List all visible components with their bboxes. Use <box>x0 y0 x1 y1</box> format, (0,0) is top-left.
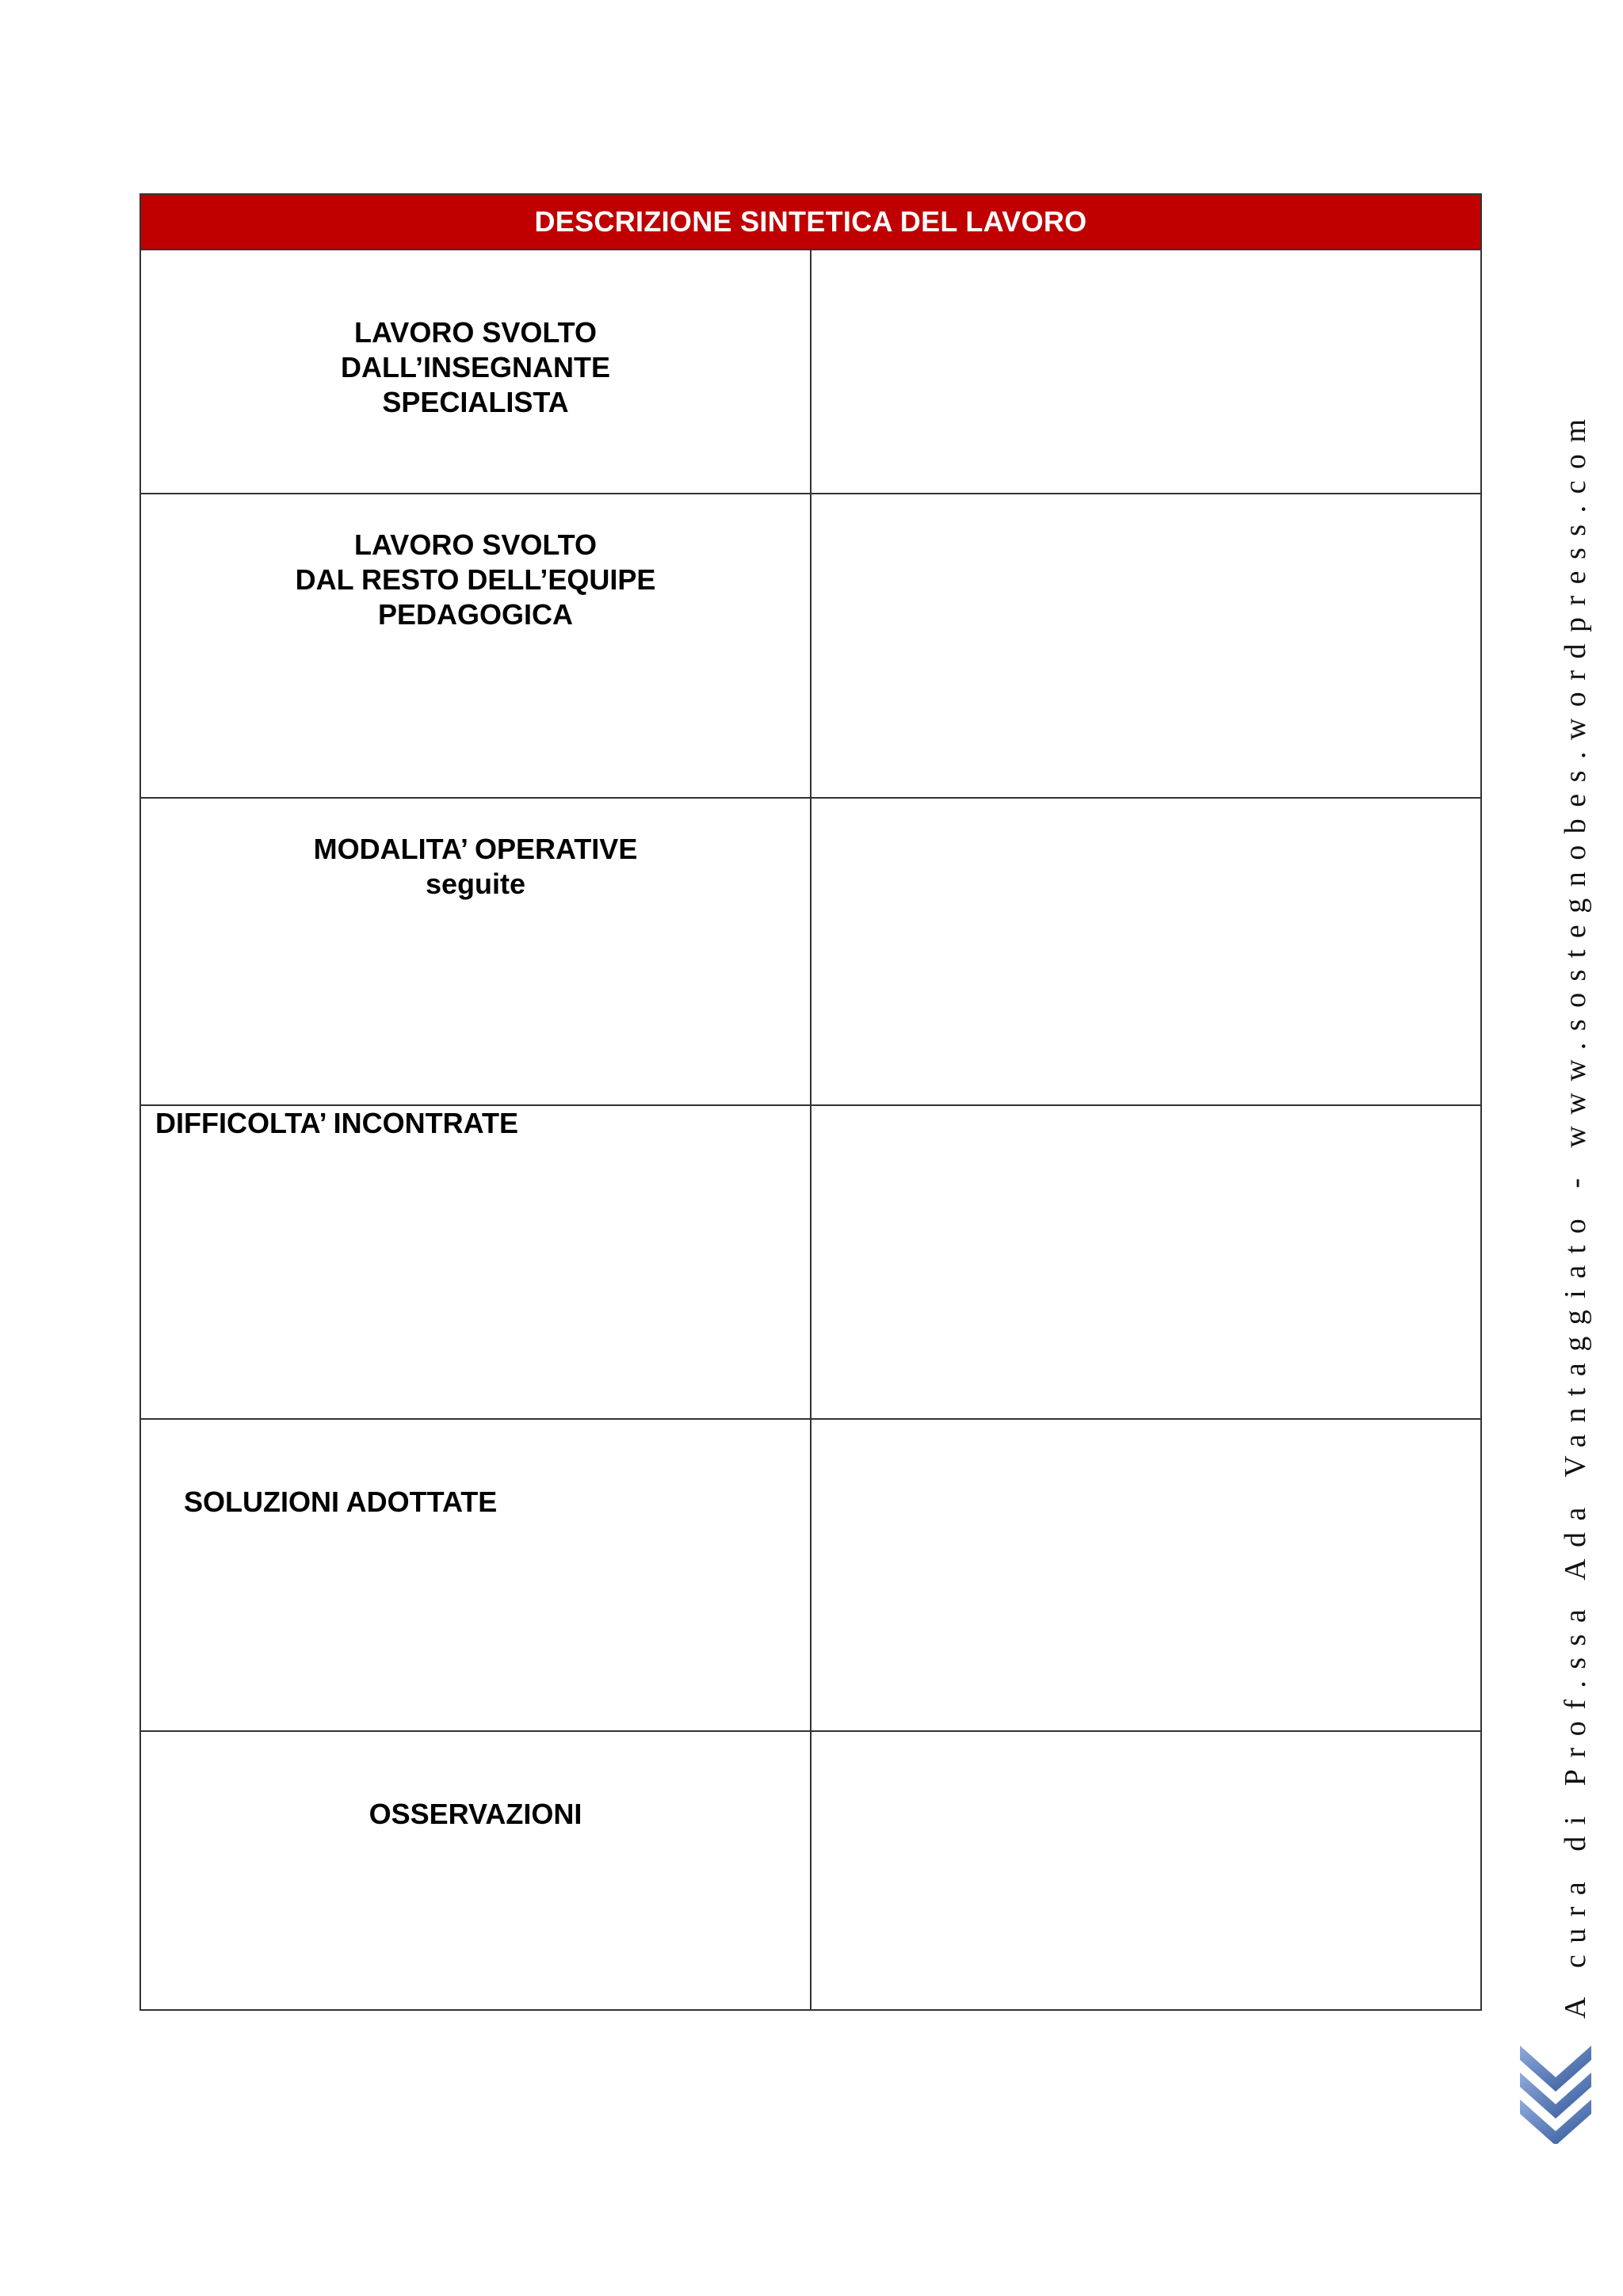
row-value-difficulties[interactable] <box>811 1105 1481 1419</box>
row-label-difficulties: DIFFICOLTA’ INCONTRATE <box>140 1105 811 1419</box>
table-row <box>140 250 1481 494</box>
table-row <box>140 494 1481 798</box>
row-value-methods[interactable] <box>811 798 1481 1105</box>
row-label-methods: MODALITA’ OPERATIVE seguite <box>140 798 811 1105</box>
table-row <box>140 1105 1481 1419</box>
work-description-table <box>139 193 1482 2011</box>
row-value-team-work[interactable] <box>811 494 1481 798</box>
row-value-solutions[interactable] <box>811 1419 1481 1731</box>
row-value-observations[interactable] <box>811 1731 1481 2010</box>
table-row <box>140 1731 1481 2010</box>
row-label-observations: OSSERVAZIONI <box>140 1731 811 2010</box>
table-row <box>140 798 1481 1105</box>
side-credit: A cura di Prof.ssa Ada Vantaggiato - www.sostegnobes.wordpress.com <box>1559 407 1592 2019</box>
row-value-teacher-work[interactable] <box>811 250 1481 494</box>
row-label-teacher-work: LAVORO SVOLTO DALL’INSEGNANTE SPECIALISTA <box>140 250 811 494</box>
row-label-team-work: LAVORO SVOLTO DAL RESTO DELL’EQUIPE PEDAGOGICA <box>140 494 811 798</box>
double-chevron-down-icon <box>1520 2041 1591 2144</box>
row-label-solutions: SOLUZIONI ADOTTATE <box>140 1419 811 1731</box>
table-row <box>140 1419 1481 1731</box>
table-header: DESCRIZIONE SINTETICA DEL LAVORO <box>140 194 1481 250</box>
